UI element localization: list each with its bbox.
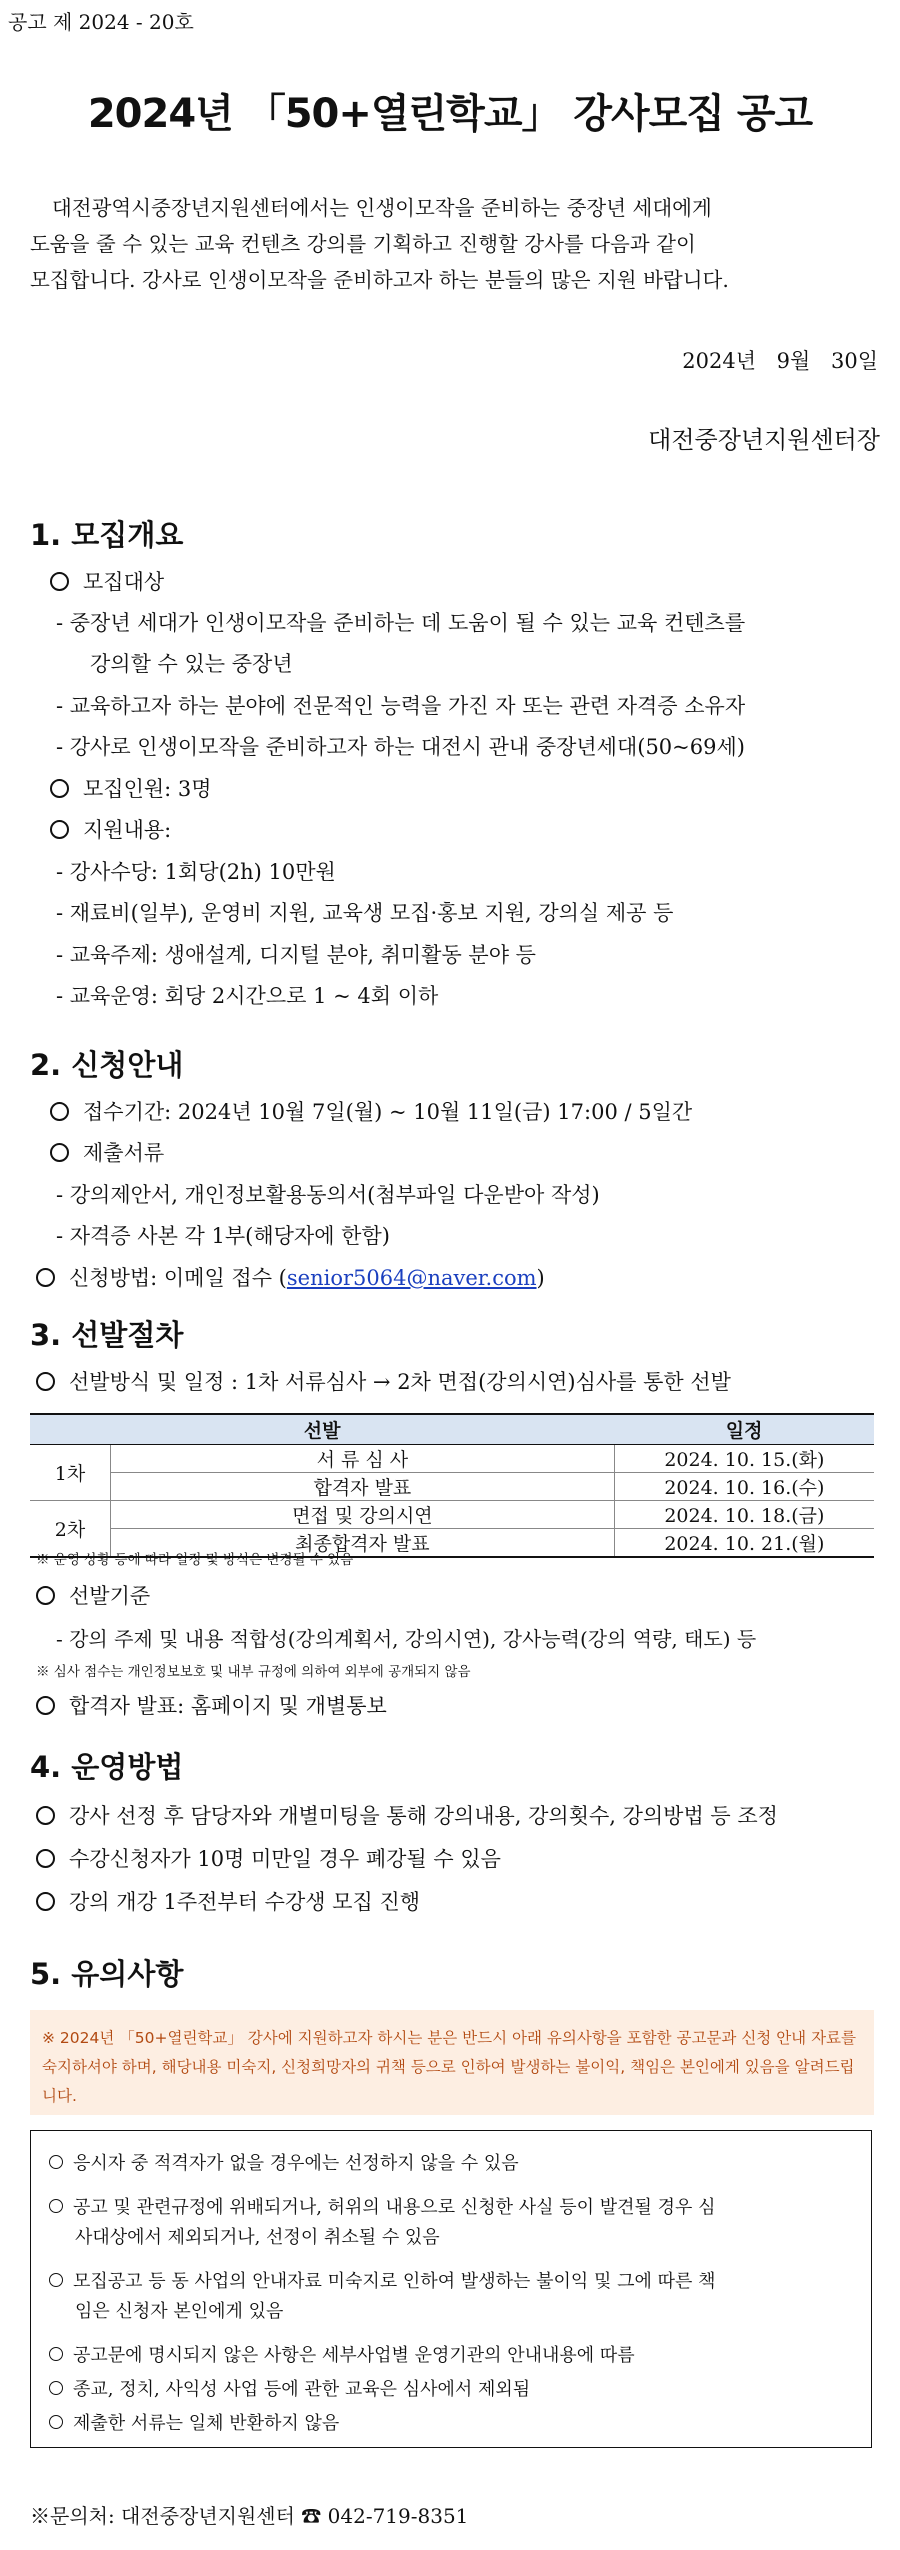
circle-bullet-icon xyxy=(36,1586,55,1605)
intro-line-1: 대전광역시중장년지원센터에서는 인생이모작을 준비하는 중장년 세대에게 xyxy=(52,196,712,220)
circle-bullet-icon xyxy=(50,572,69,591)
target-item-1-cont: 강의할 수 있는 중장년 xyxy=(90,652,293,676)
circle-bullet-icon xyxy=(49,2415,63,2429)
table-cell: 합격자 발표 xyxy=(111,1473,615,1501)
intro-paragraph xyxy=(30,190,872,298)
page-title: 2024년 「50+열린학교」 강사모집 공고 xyxy=(87,91,813,137)
table-header-date: 일정 xyxy=(614,1414,874,1445)
support-item-2: - 재료비(일부), 운영비 지원, 교육생 모집·홍보 지원, 강의실 제공 등 xyxy=(56,901,674,925)
support-item-4: - 교육운영: 회당 2시간으로 1 ~ 4회 이하 xyxy=(56,984,439,1008)
apply-period: 접수기간: 2024년 10월 7일(월) ~ 10월 11일(금) 17:00 / 5일간 xyxy=(50,1096,692,1126)
stage-cell: 1차 xyxy=(30,1445,111,1501)
circle-bullet-icon xyxy=(36,1806,55,1825)
circle-bullet-icon xyxy=(36,1372,55,1391)
circle-bullet-icon xyxy=(49,2381,63,2395)
support-item-3: - 교육주제: 생애설계, 디지털 분야, 취미활동 분야 등 xyxy=(56,943,536,967)
note-item: 종교, 정치, 사익성 사업 등에 관한 교육은 심사에서 제외됨 xyxy=(49,2375,859,2405)
circle-bullet-icon xyxy=(49,2199,63,2213)
intro-line-2: 도움을 줄 수 있는 교육 컨텐츠 강의를 기획하고 진행할 강사를 다음과 같이 xyxy=(30,232,696,256)
table-cell: 면접 및 강의시연 xyxy=(111,1501,615,1529)
table-header-row xyxy=(30,1414,874,1445)
note-item: 제출한 서류는 일체 반환하지 않음 xyxy=(49,2409,859,2439)
schedule-table xyxy=(30,1413,874,1558)
table-cell: 2024. 10. 15.(화) xyxy=(614,1445,874,1473)
selection-method: 선발방식 및 일정 : 1차 서류심사 → 2차 면접(강의시연)심사를 통한 선발 xyxy=(36,1366,731,1396)
issuer: 대전중장년지원센터장 xyxy=(648,426,880,454)
criteria-note: ※ 심사 점수는 개인정보보호 및 내부 규정에 의하여 외부에 공개되지 않음 xyxy=(36,1664,471,1680)
circle-bullet-icon xyxy=(36,1892,55,1911)
docs-item-2: - 자격증 사본 각 1부(해당자에 한함) xyxy=(56,1224,390,1248)
table-cell: 서 류 심 사 xyxy=(111,1445,615,1473)
section-1-title: 1. 모집개요 xyxy=(30,518,184,552)
table-row xyxy=(30,1445,874,1473)
operation-item-3: 강의 개강 1주전부터 수강생 모집 진행 xyxy=(36,1886,420,1916)
section-3-title: 3. 선발절차 xyxy=(30,1318,184,1352)
section-4-title: 4. 운영방법 xyxy=(30,1750,184,1784)
section-5-title: 5. 유의사항 xyxy=(30,1957,184,1991)
circle-bullet-icon xyxy=(49,2273,63,2287)
target-item-1: - 중장년 세대가 인생이모작을 준비하는 데 도움이 될 수 있는 교육 컨텐츠를 xyxy=(56,611,746,635)
table-note: ※ 운영 상황 등에 따라 일정 및 방식은 변경될 수 있음 xyxy=(36,1552,354,1568)
docs-item-1: - 강의제안서, 개인정보활용동의서(첨부파일 다운받아 작성) xyxy=(56,1183,600,1207)
table-cell: 2024. 10. 18.(금) xyxy=(614,1501,874,1529)
circle-bullet-icon xyxy=(50,1143,69,1162)
circle-bullet-icon xyxy=(49,2347,63,2361)
warning-text: ※ 2024년 「50+열린학교」 강사에 지원하고자 하시는 분은 반드시 아래 유의사항을 포함한 공고문과 신청 안내 자료를 숙지하셔야 하며, 해당내용 미숙지, 신청희망자의 귀책 등으로 인하여 발생하는 불이익, 책임은 본인에게 있음을 알려드립니다. xyxy=(42,2029,856,2105)
note-item: 모집공고 등 동 사업의 안내자료 미숙지로 인하여 발생하는 불이익 및 그에 따른 책 임은 신청자 본인에게 있음 xyxy=(49,2267,859,2327)
criteria-label: 선발기준 xyxy=(36,1580,150,1610)
contact-info: ※문의처: 대전중장년지원센터 ☎ 042-719-8351 xyxy=(30,2504,469,2528)
table-cell: 최종합격자 발표 xyxy=(111,1529,615,1558)
circle-bullet-icon xyxy=(36,1849,55,1868)
table-row xyxy=(30,1501,874,1529)
circle-bullet-icon xyxy=(36,1696,55,1715)
result-announcement: 합격자 발표: 홈페이지 및 개별통보 xyxy=(36,1690,387,1720)
target-label: 모집대상 xyxy=(50,566,164,596)
circle-bullet-icon xyxy=(50,779,69,798)
email-link[interactable]: senior5064@naver.com xyxy=(286,1266,537,1290)
circle-bullet-icon xyxy=(36,1268,55,1287)
operation-item-2: 수강신청자가 10명 미만일 경우 폐강될 수 있음 xyxy=(36,1843,501,1873)
note-item: 공고 및 관련규정에 위배되거나, 허위의 내용으로 신청한 사실 등이 발견될 경우 심 사대상에서 제외되거나, 선정이 취소될 수 있음 xyxy=(49,2193,859,2253)
circle-bullet-icon xyxy=(49,2155,63,2169)
operation-item-1: 강사 선정 후 담당자와 개별미팅을 통해 강의내용, 강의횟수, 강의방법 등 조정 xyxy=(36,1800,778,1830)
table-header-stage: 선발 xyxy=(30,1414,614,1445)
stage-cell: 2차 xyxy=(30,1501,111,1558)
notice-number: 공고 제 2024 - 20호 xyxy=(8,10,194,34)
headcount: 모집인원: 3명 xyxy=(50,773,212,803)
table-cell: 2024. 10. 21.(월) xyxy=(614,1529,874,1558)
support-label: 지원내용: xyxy=(50,814,171,844)
target-item-2: - 교육하고자 하는 분야에 전문적인 능력을 가진 자 또는 관련 자격증 소유자 xyxy=(56,694,746,718)
apply-method: 신청방법: 이메일 접수 (senior5064@naver.com) xyxy=(36,1262,545,1292)
table-row xyxy=(30,1473,874,1501)
note-item: 응시자 중 적격자가 없을 경우에는 선정하지 않을 수 있음 xyxy=(49,2149,859,2179)
table-cell: 2024. 10. 16.(수) xyxy=(614,1473,874,1501)
intro-line-3: 모집합니다. 강사로 인생이모작을 준비하고자 하는 분들의 많은 지원 바랍니다. xyxy=(30,268,729,292)
section-2-title: 2. 신청안내 xyxy=(30,1048,184,1082)
criteria-item-1: - 강의 주제 및 내용 적합성(강의계획서, 강의시연), 강사능력(강의 역량, 태도) 등 xyxy=(56,1627,757,1651)
notes-box xyxy=(30,2130,872,2448)
note-item: 공고문에 명시되지 않은 사항은 세부사업별 운영기관의 안내내용에 따름 xyxy=(49,2341,859,2371)
target-item-3: - 강사로 인생이모작을 준비하고자 하는 대전시 관내 중장년세대(50~69세) xyxy=(56,735,745,759)
docs-label: 제출서류 xyxy=(50,1137,164,1167)
circle-bullet-icon xyxy=(50,1102,69,1121)
notice-date: 2024년 9월 30일 xyxy=(682,349,878,373)
support-item-1: - 강사수당: 1회당(2h) 10만원 xyxy=(56,860,336,884)
circle-bullet-icon xyxy=(50,820,69,839)
warning-box xyxy=(30,2010,874,2115)
